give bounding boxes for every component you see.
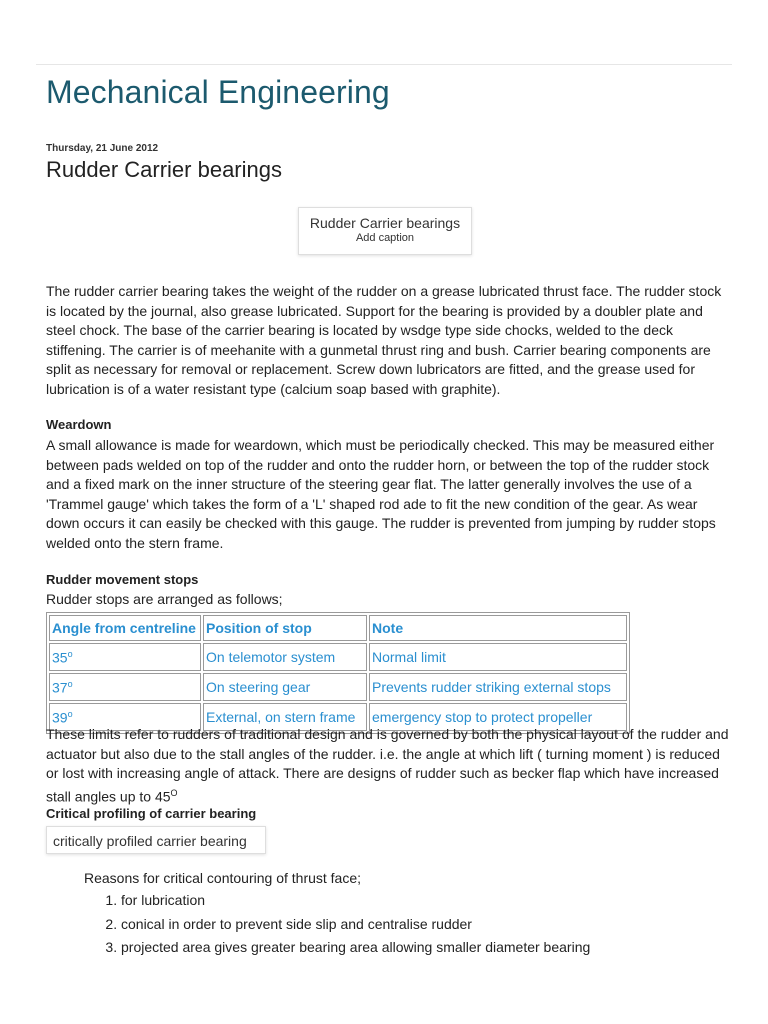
- reasons-intro: Reasons for critical contouring of thrust face;: [84, 870, 362, 886]
- degree-mark: o: [67, 678, 73, 689]
- list-item: 1. for lubrication: [121, 889, 590, 913]
- angle-value: 39: [52, 709, 68, 726]
- angle-cell: [49, 643, 201, 671]
- image-alt-text[interactable]: Rudder Carrier bearings: [309, 215, 461, 231]
- degree-mark: o: [67, 708, 73, 719]
- reasons-list: [84, 889, 590, 960]
- table-row: [49, 643, 627, 671]
- position-cell: On steering gear: [203, 673, 367, 701]
- table-header-row: [49, 615, 627, 641]
- image-caption: Add caption: [355, 232, 415, 244]
- degree-mark: O: [170, 787, 178, 798]
- position-cell: On telemotor system: [203, 643, 367, 671]
- post-image-figure[interactable]: [298, 207, 472, 255]
- post-date: Thursday, 21 June 2012: [46, 143, 159, 154]
- intro-paragraph: The rudder carrier bearing takes the weight of the rudder on a grease lubricated thrust face. The rudder stock is located by the journal, also grease lubricated. Support for the bearing is provided by a doubler plate and steel chock. The base of the carrier bearing is located by wsdge type side chocks, welded to the deck stiffening. The carrier is of meehanite with a gunmetal thrust ring and bush. Carrier bearing components are split as necessary for removal or replacement. Screw down lubricators are fitted, and the grease used for lubrication is of a water resistant type (calcium soap based with graphite).: [46, 283, 722, 397]
- angle-value: 35: [52, 649, 68, 666]
- blog-title[interactable]: Mechanical Engineering: [46, 74, 390, 110]
- critical-profiling-heading: Critical profiling of carrier bearing: [46, 806, 257, 821]
- header-divider: [36, 64, 732, 65]
- list-item: 3. projected area gives greater bearing area allowing smaller diameter bearing: [121, 936, 590, 960]
- stops-intro: Rudder stops are arranged as follows;: [46, 591, 283, 607]
- note-cell: emergency stop to protect propeller: [369, 703, 627, 731]
- critical-bearing-image[interactable]: critically profiled carrier bearing: [46, 826, 266, 854]
- table-header-cell: Angle from centreline: [49, 615, 201, 641]
- weardown-paragraph: A small allowance is made for weardown, which must be periodically checked. This may be measured either between pads welded on top of the rudder and onto the rudder horn, or between the top of the rudder stock and a fixed mark on the inner structure of the steering gear flat. The latter generally involves the use of a 'Trammel gauge' which takes the form of a 'L' shaped rod ade to fit the new condition of the gear. As wear down occurs it can easily be checked with this gauge. The rudder is prevented from jumping by rudder stops welded onto the stern frame.: [46, 437, 716, 551]
- table-header-cell: Note: [369, 615, 627, 641]
- list-item: 2. conical in order to prevent side slip and centralise rudder: [121, 913, 590, 937]
- note-cell: Prevents rudder striking external stops: [369, 673, 627, 701]
- table-header-cell: Position of stop: [203, 615, 367, 641]
- position-cell: External, on stern frame: [203, 703, 367, 731]
- angle-value: 37: [52, 679, 68, 696]
- stops-heading: Rudder movement stops: [46, 572, 199, 587]
- angle-cell: [49, 673, 201, 701]
- note-cell: Normal limit: [369, 643, 627, 671]
- rudder-stops-table: [46, 612, 630, 734]
- table-row: [49, 673, 627, 701]
- post-title[interactable]: Rudder Carrier bearings: [46, 157, 282, 182]
- weardown-heading: Weardown: [46, 417, 112, 432]
- stall-angles-paragraph: [46, 725, 730, 807]
- stall-angles-text: These limits refer to rudders of traditional design and is governed by both the physical layout of the rudder and actuator but also due to the stall angles of the rudder. i.e. the angle at which lift ( turning moment ) is reduced or lost with increasing angle of attack. There are designs of rudder such as becker flap which have increased stall angles up to 45: [46, 726, 729, 805]
- degree-mark: o: [67, 648, 73, 659]
